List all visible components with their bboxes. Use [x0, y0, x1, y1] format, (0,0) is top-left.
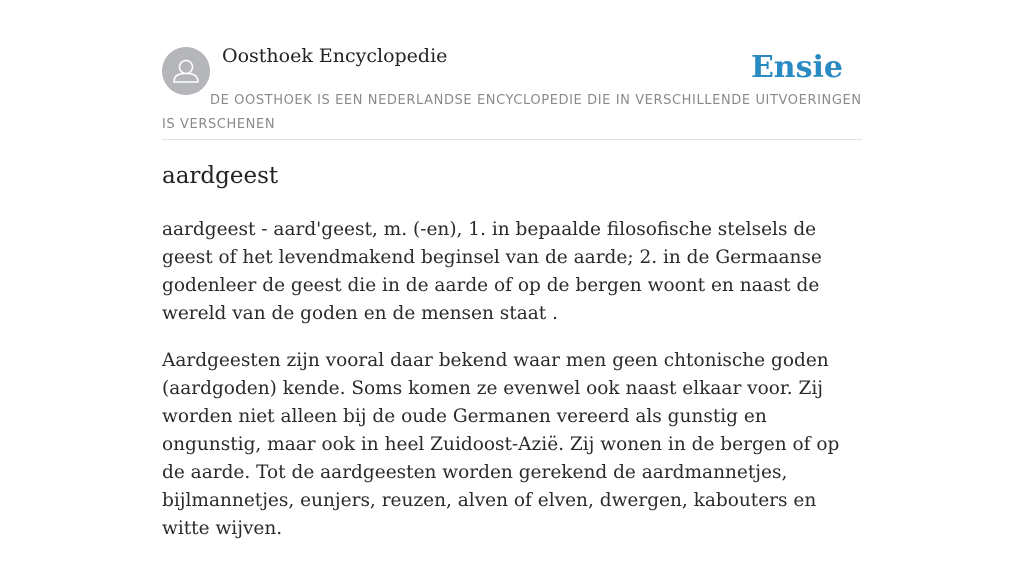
article-paragraph: aardgeest - aard'geest, m. (-en), 1. in bepaalde filosofische stelsels de geest of het levendmakend beginsel van de aarde; 2. in de Germaanse godenleer de geest die in de aarde of op de bergen woont en naast de wereld van de goden en de mensen staat . — [162, 219, 822, 324]
article-paragraph: Aardgeesten zijn vooral daar bekend waar men geen chtonische goden (aardgoden) kende. Soms komen ze evenwel ook naast elkaar voor. Zij worden niet alleen bij de oude Germanen vereerd als gunstig en ongunstig, maar ook in heel Zuidoost-Azië. Zij wonen in de bergen of op de aarde. Tot de aardgeesten worden gerekend de aardmannetjes, bijlmannetjes, eunjers, reuzen, alven of elven, dwergen, kabouters en witte wijven. — [162, 350, 840, 539]
avatar[interactable] — [162, 47, 210, 95]
page-title: aardgeest — [162, 163, 279, 189]
site-name[interactable]: Oosthoek Encyclopedie — [222, 45, 448, 67]
brand-logo[interactable]: Ensie — [750, 50, 843, 85]
article-body — [162, 216, 862, 562]
header-divider — [162, 139, 862, 140]
user-icon — [162, 47, 210, 95]
site-tagline: DE OOSTHOEK IS EEN NEDERLANDSE ENCYCLOPEDIE DIE IN VERSCHILLENDE UITVOERINGEN IS VERSCHENEN — [162, 93, 862, 132]
